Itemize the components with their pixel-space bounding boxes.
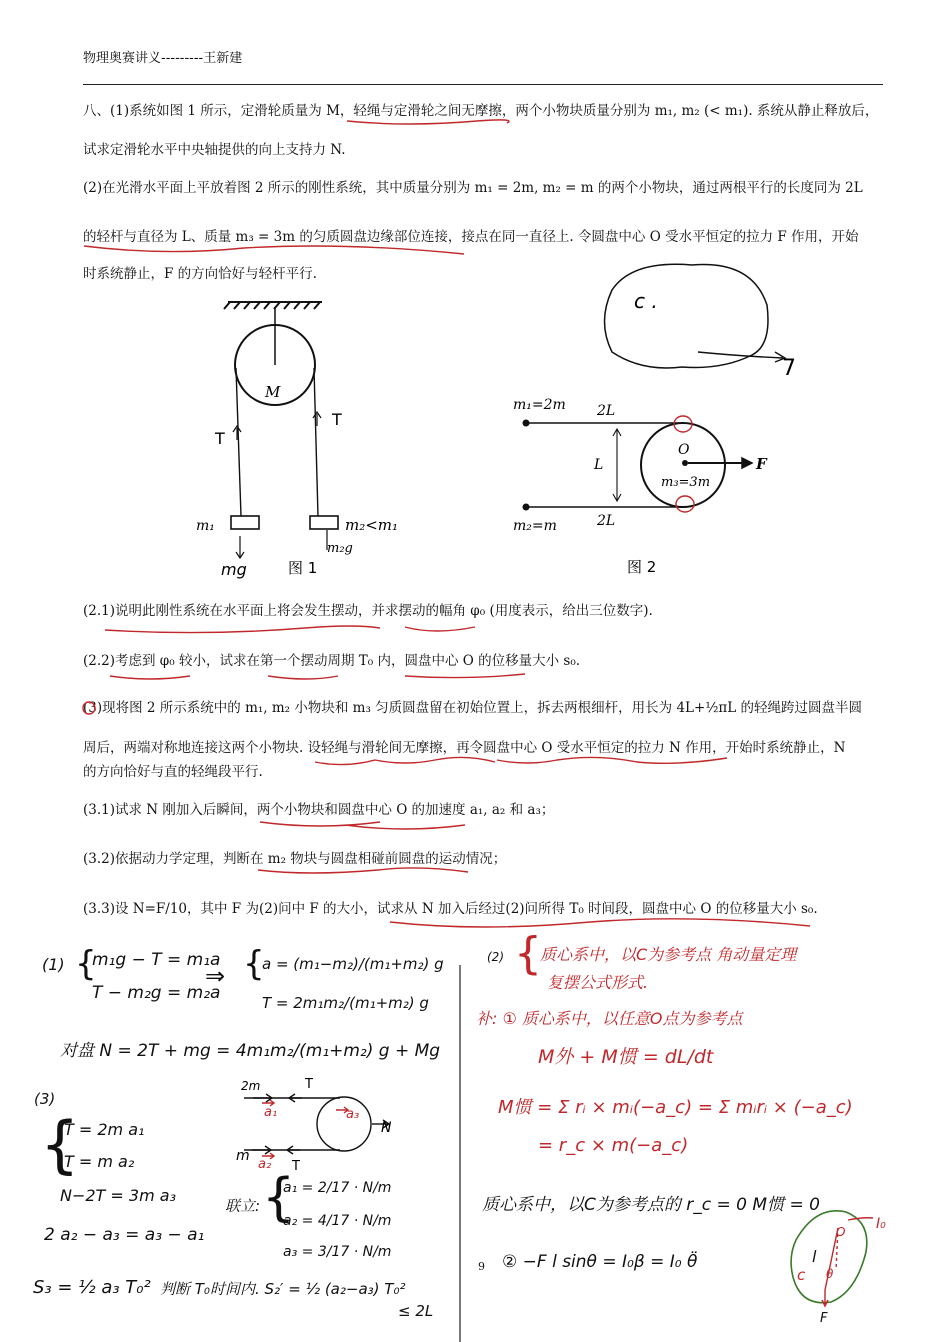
sketch-c-label: c . xyxy=(634,289,658,313)
fig2-label-rod-top: 2L xyxy=(597,403,616,419)
s3-eq3: N−2T = 3m a₃ xyxy=(60,1186,176,1205)
r-eq2: M惯 = Σ rᵢ × mᵢ(−a_c) = Σ mᵢrᵢ × (−a_c) xyxy=(498,1097,853,1118)
r-tag: (2) xyxy=(487,950,504,964)
fig1-label-m2: m₂<m₁ xyxy=(345,516,399,534)
s3-eq1: T = 2m a₁ xyxy=(64,1120,145,1139)
fig1-label-T-left: T xyxy=(215,429,225,448)
question-3-2: (3.2)依据动力学定理，判断在 m₂ 物块与圆盘相碰前圆盘的运动情况； xyxy=(83,851,507,867)
fig2-label-m2: m₂=m xyxy=(513,518,557,534)
fig2-label-m3: m₃=3m xyxy=(661,475,711,490)
s3-a1: a₁ = 2/17 · N/m xyxy=(283,1180,392,1196)
s3-tag: (3) xyxy=(34,1090,56,1108)
r-eq1: M外 + M惯 = dL/dt xyxy=(538,1046,714,1068)
s3d-2m: 2m xyxy=(241,1079,261,1093)
s3-relation: 2 a₂ − a₃ = a₃ − a₁ xyxy=(44,1225,205,1245)
s3d-m: m xyxy=(236,1148,250,1164)
fig2-label-F: F xyxy=(756,455,767,473)
problem-p1-line1: 八、(1)系统如图 1 所示，定滑轮质量为 M，轻绳与定滑轮之间无摩擦，两个小物块质量分别为 m₁, m₂ (< m₁). 系统从静止释放后， xyxy=(83,103,879,119)
s3-a3: a₃ = 3/17 · N/m xyxy=(283,1244,392,1260)
problem-p2-line1: (2)在光滑水平面上平放着图 2 所示的刚性系统，其中质量分别为 m₁ = 2m, m₂ = m 的两个小物块，通过两根平行的长度同为 2L xyxy=(83,180,863,196)
r-line1: 质心系中，以C为参考点 角动量定理 xyxy=(540,945,797,964)
s3-S3: S₃ = ½ a₃ T₀² xyxy=(33,1277,151,1298)
s1-implies: ⇒ xyxy=(205,962,226,990)
r-brace: { xyxy=(514,928,542,979)
fig2-caption: 图 2 xyxy=(627,558,657,576)
s3-eq2: T = m a₂ xyxy=(64,1152,135,1171)
s3d-a2: a₂ xyxy=(258,1157,272,1172)
s1-tag: (1) xyxy=(42,955,65,974)
question-2-2: (2.2)考虑到 φ₀ 较小，试求在第一个摆动周期 T₀ 内，圆盘中心 O 的位移量大小 s₀. xyxy=(83,653,581,669)
fig1-label-mg-left: mg xyxy=(221,560,247,579)
s1-eq1: m₁g − T = m₁a xyxy=(92,950,221,970)
s1-a-result: a = (m₁−m₂)/(m₁+m₂) g xyxy=(262,955,444,973)
question-3-line2: 周后，两端对称地连接这两个小物块. 设轻绳与滑轮间无摩擦，再令圆盘中心 O 受水平恒定的拉力 N 作用，开始时系统静止，N xyxy=(83,740,846,756)
s1-N-result: 对盘 N = 2T + mg = 4m₁m₂/(m₁+m₂) g + Mg xyxy=(60,1041,441,1061)
fig1-label-M: M xyxy=(265,383,281,401)
problem-p1-line2: 试求定滑轮水平中央轴提供的向上支持力 N. xyxy=(83,142,346,158)
fig2-label-m1: m₁=2m xyxy=(513,397,566,413)
s1-brace: { xyxy=(75,944,97,984)
fig2-label-O: O xyxy=(678,442,690,458)
page-header: 物理奥赛讲义---------王新建 xyxy=(83,51,243,66)
question-3-3: (3.3)设 N=F/10，其中 F 为(2)问中 F 的大小，试求从 N 加入后经过(2)问所得 T₀ 时间段，圆盘中心 O 的位移量大小 s₀. xyxy=(83,901,818,917)
s3d-N: N xyxy=(381,1120,392,1136)
pend-l: l xyxy=(812,1247,817,1266)
s3d-T-top: T xyxy=(305,1077,313,1092)
problem-p2-line2: 的轻杆与直径为 L、质量 m₃ = 3m 的匀质圆盘边缘部位连接，接点在同一直径上. 令圆盘中心 O 受水平恒定的拉力 F 作用，开始 xyxy=(83,229,859,245)
pend-O: O xyxy=(836,1225,846,1239)
s3d-a3: a₃ xyxy=(346,1107,360,1122)
question-3-line3: 的方向恰好与直的轻绳段平行. xyxy=(83,764,263,780)
fig1-caption: 图 1 xyxy=(288,559,318,577)
s3-brace-2: { xyxy=(262,1168,296,1228)
s3d-T-bottom: T xyxy=(292,1159,300,1174)
pend-I0: I₀ xyxy=(876,1216,886,1232)
question-3-line1: (3)现将图 2 所示系统中的 m₁, m₂ 小物块和 m₃ 匀质圆盘留在初始位置上，拆去两根细杆，用长为 4L+½πL 的轻绳跨过圆盘半圆 xyxy=(83,700,863,716)
r-note: 补: ① 质心系中，以任意O点为参考点 xyxy=(476,1009,743,1028)
page-number: 9 xyxy=(478,1260,485,1273)
question-2-1: (2.1)说明此刚性系统在水平面上将会发生摆动，并求摆动的幅角 φ₀ (用度表示，给出三位数字). xyxy=(83,603,653,619)
s1-T-result: T = 2m₁m₂/(m₁+m₂) g xyxy=(262,994,429,1012)
pend-c: c xyxy=(797,1266,806,1284)
s3d-a1: a₁ xyxy=(264,1105,278,1120)
s3-solve-label: 联立: xyxy=(225,1197,261,1215)
s1-brace-2: { xyxy=(243,944,265,984)
fig2-label-rod-bottom: 2L xyxy=(597,513,616,529)
s3-judge: 判断 T₀时间内. S₂′ = ½ (a₂−a₃) T₀² xyxy=(160,1280,406,1298)
sketch-arrow-label: 7 xyxy=(782,356,796,381)
s3-le: ≤ 2L xyxy=(398,1302,434,1320)
s3-brace: { xyxy=(40,1108,80,1181)
s1-eq2: T − m₂g = m₂a xyxy=(92,983,221,1003)
fig1-label-mg-right: m₂g xyxy=(327,541,353,556)
r-eq4: ② −F l sinθ = I₀β = I₀ θ̈ xyxy=(502,1252,698,1272)
r-eq3: = r_c × m(−a_c) xyxy=(538,1135,689,1156)
r-line2: 复摆公式形式. xyxy=(547,973,649,992)
pend-F: F xyxy=(820,1311,828,1326)
r-line3: 质心系中，以C为参考点的 r_c = 0 M惯 = 0 xyxy=(482,1195,820,1215)
fig1-label-m1: m₁ xyxy=(196,518,215,534)
problem-p2-line3: 时系统静止，F 的方向恰好与轻杆平行. xyxy=(83,266,317,282)
s3-a2: a₂ = 4/17 · N/m xyxy=(283,1213,392,1229)
pend-theta: θ xyxy=(826,1267,834,1281)
question-3-1: (3.1)试求 N 刚加入后瞬间，两个小物块和圆盘中心 O 的加速度 a₁, a₂ 和 a₃； xyxy=(83,802,555,818)
fig1-label-T-right: T xyxy=(332,410,342,429)
fig2-label-L: L xyxy=(594,457,604,473)
